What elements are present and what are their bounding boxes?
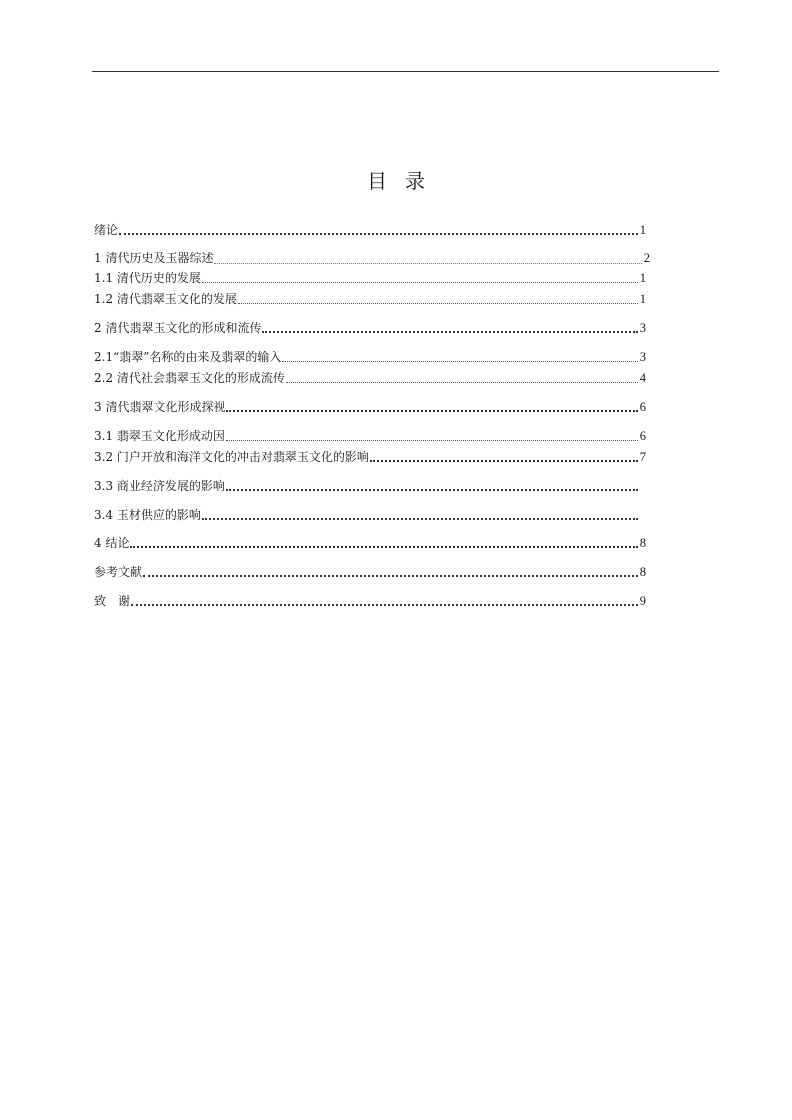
- toc-entry-page-number: 1: [639, 271, 646, 285]
- toc-entry-label: 3.4 玉材供应的影响: [94, 508, 201, 522]
- toc-title-char-2: 录: [405, 169, 425, 193]
- toc-dot-leader: [202, 507, 638, 523]
- toc-dot-leader: [143, 564, 638, 580]
- toc-entry-page-number: 9: [639, 594, 646, 608]
- toc-entry[interactable]: [94, 478, 646, 494]
- toc-entry[interactable]: [94, 250, 650, 266]
- toc-entry-label: 4 结论: [94, 536, 130, 550]
- toc-entry-label: 1.1 清代历史的发展: [94, 271, 201, 285]
- header-rule: [92, 71, 719, 72]
- toc-entry-label: 2.1“翡翠”名称的由来及翡翠的输入: [94, 350, 282, 364]
- toc-entry-page-number: 1: [639, 292, 646, 306]
- toc-entry-label: 3.1 翡翠玉文化形成动因: [94, 429, 225, 443]
- toc-entry-page-number: 6: [639, 429, 646, 443]
- toc-entry-page-number: 7: [639, 450, 646, 464]
- toc-entry-page-number: 2: [643, 251, 650, 265]
- toc-entry-label: 2 清代翡翠玉文化的形成和流传: [94, 321, 262, 335]
- toc-dot-leader: [262, 320, 638, 336]
- toc-entry-page-number: 4: [639, 371, 646, 385]
- toc-entry[interactable]: [94, 291, 646, 307]
- toc-entry-label: 绪论: [94, 223, 119, 237]
- toc-entry-label: 3 清代翡翠文化形成探视: [94, 400, 226, 414]
- toc-entry-label: 1.2 清代翡翠玉文化的发展: [94, 292, 237, 306]
- toc-entry[interactable]: [94, 564, 646, 580]
- toc-title-char-1: 目: [367, 169, 387, 193]
- toc-entry-label: 1 清代历史及玉器综述: [94, 251, 214, 265]
- toc-dot-leader: [370, 449, 638, 465]
- toc-entry[interactable]: [94, 449, 646, 465]
- toc-entry-label: 3.2 门户开放和海洋文化的冲击对翡翠玉文化的影响: [94, 450, 369, 464]
- toc-dot-leader: [119, 222, 638, 238]
- toc-dot-leader: [226, 428, 638, 444]
- toc-entry-page-number: 3: [639, 321, 646, 335]
- toc-dot-leader: [286, 370, 638, 386]
- toc-dot-leader: [238, 291, 638, 307]
- toc-entry-page-number: 1: [639, 223, 646, 237]
- toc-dot-leader: [130, 535, 638, 551]
- toc-entry-page-number: 8: [639, 565, 646, 579]
- toc-title: [0, 165, 792, 194]
- toc-dot-leader: [214, 250, 642, 266]
- toc-entry[interactable]: [94, 349, 646, 365]
- toc-entry[interactable]: [94, 320, 646, 336]
- toc-dot-leader: [226, 399, 638, 415]
- toc-dot-leader: [226, 478, 638, 494]
- toc-dot-leader: [131, 593, 638, 609]
- toc-entry-label: 致 谢: [94, 594, 131, 608]
- toc-entry-page-number: 8: [639, 536, 646, 550]
- toc-entry-label: 参考文献: [94, 565, 143, 579]
- toc-entry[interactable]: [94, 428, 646, 444]
- toc-dot-leader: [202, 270, 638, 286]
- toc-dot-leader: [282, 349, 638, 365]
- toc-entry-page-number: 6: [639, 400, 646, 414]
- toc-entry-page-number: 3: [639, 350, 646, 364]
- toc-entry[interactable]: [94, 370, 646, 386]
- toc-entry-label: 3.3 商业经济发展的影响: [94, 479, 225, 493]
- toc-entry-label: 2.2 清代社会翡翠玉文化的形成流传: [94, 371, 285, 385]
- toc-entry[interactable]: [94, 222, 646, 238]
- toc-entry[interactable]: [94, 270, 646, 286]
- toc-entry[interactable]: [94, 399, 646, 415]
- toc-entry[interactable]: [94, 507, 646, 523]
- toc-entry[interactable]: [94, 535, 646, 551]
- toc-entry[interactable]: [94, 593, 646, 609]
